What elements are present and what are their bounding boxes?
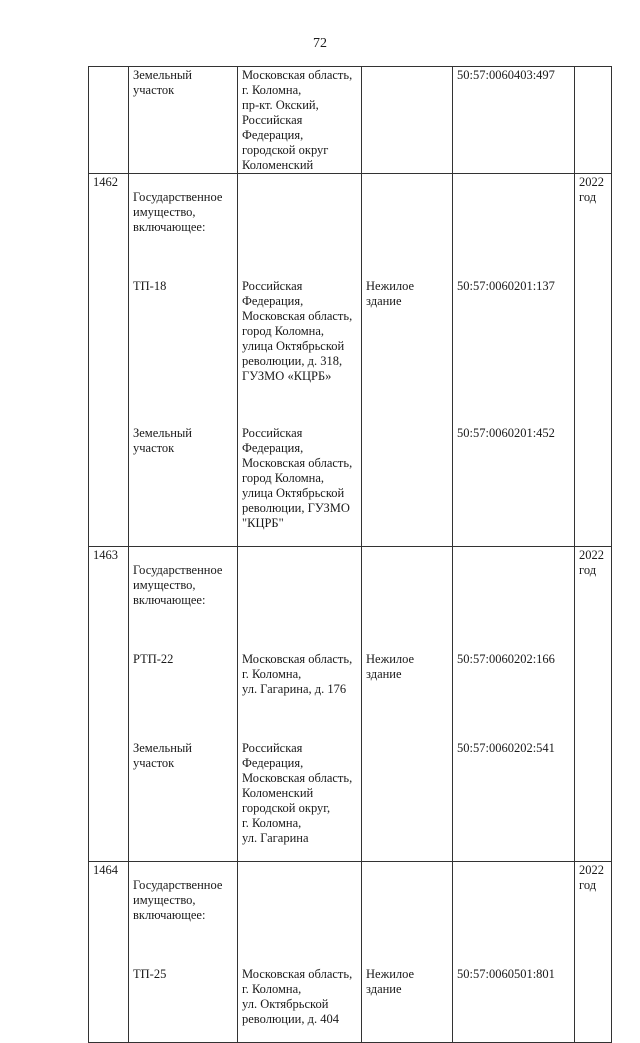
row-number-cell: 1463 xyxy=(89,547,129,862)
item-cadastral: 50:57:0060201:452 xyxy=(457,426,555,440)
cadastral-number-cell xyxy=(453,174,575,547)
item-address: Московская область, г. Коломна, ул. Октябрьской революции, д. 404 xyxy=(242,967,353,1026)
row-number-cell: 1462 xyxy=(89,174,129,547)
cadastral-number-cell xyxy=(453,862,575,1043)
year-cell: 2022 год xyxy=(575,862,612,1043)
cadastral-number-cell: 50:57:0060403:497 xyxy=(453,67,575,174)
item-address: Российская Федерация, Московская область, город Коломна, улица Октябрьской революции, д. 318, ГУЗМО «КЦРБ» xyxy=(242,279,353,383)
item-cadastral: 50:57:0060201:137 xyxy=(457,279,555,293)
table-row xyxy=(89,862,612,1043)
object-type-cell xyxy=(362,174,453,547)
item-type: Нежилое здание xyxy=(366,279,415,308)
item-name: Земельный участок xyxy=(133,426,192,455)
page-number: 72 xyxy=(313,36,327,51)
item-name-cell xyxy=(129,547,238,862)
property-registry-table xyxy=(88,66,612,1043)
item-name-cell: Земельный участок xyxy=(129,67,238,174)
table-row xyxy=(89,67,612,174)
item-name-cell xyxy=(129,174,238,547)
address-cell xyxy=(238,862,362,1043)
item-address: Российская Федерация, Московская область, город Коломна, улица Октябрьской революции, ГУЗМО "КЦРБ" xyxy=(242,426,353,530)
row-number-cell xyxy=(89,67,129,174)
address-cell xyxy=(238,174,362,547)
table-row xyxy=(89,174,612,547)
object-type-cell xyxy=(362,67,453,174)
object-type-cell xyxy=(362,862,453,1043)
address-cell: Московская область, г. Коломна, пр-кт. Окский, Российская Федерация, городской округ Коломенский xyxy=(238,67,362,174)
item-cadastral: 50:57:0060501:801 xyxy=(457,967,555,981)
item-name-cell xyxy=(129,862,238,1043)
object-type-cell xyxy=(362,547,453,862)
item-address: Российская Федерация, Московская область, Коломенский городской округ, г. Коломна, ул. Гагарина xyxy=(242,741,353,845)
table-row xyxy=(89,547,612,862)
group-header: Государственное имущество, включающее: xyxy=(133,190,223,234)
year-cell: 2022 год xyxy=(575,174,612,547)
group-header: Государственное имущество, включающее: xyxy=(133,563,223,607)
item-cadastral: 50:57:0060202:541 xyxy=(457,741,555,755)
address-cell xyxy=(238,547,362,862)
cadastral-number-cell xyxy=(453,547,575,862)
item-type: Нежилое здание xyxy=(366,967,415,996)
year-cell: 2022 год xyxy=(575,547,612,862)
item-type: Нежилое здание xyxy=(366,652,415,681)
group-header: Государственное имущество, включающее: xyxy=(133,878,223,922)
item-name: РТП-22 xyxy=(133,652,174,666)
item-address: Московская область, г. Коломна, ул. Гагарина, д. 176 xyxy=(242,652,353,696)
item-cadastral: 50:57:0060202:166 xyxy=(457,652,555,666)
year-cell xyxy=(575,67,612,174)
item-name: ТП-25 xyxy=(133,967,167,981)
item-name: ТП-18 xyxy=(133,279,167,293)
row-number-cell: 1464 xyxy=(89,862,129,1043)
item-name: Земельный участок xyxy=(133,741,192,770)
